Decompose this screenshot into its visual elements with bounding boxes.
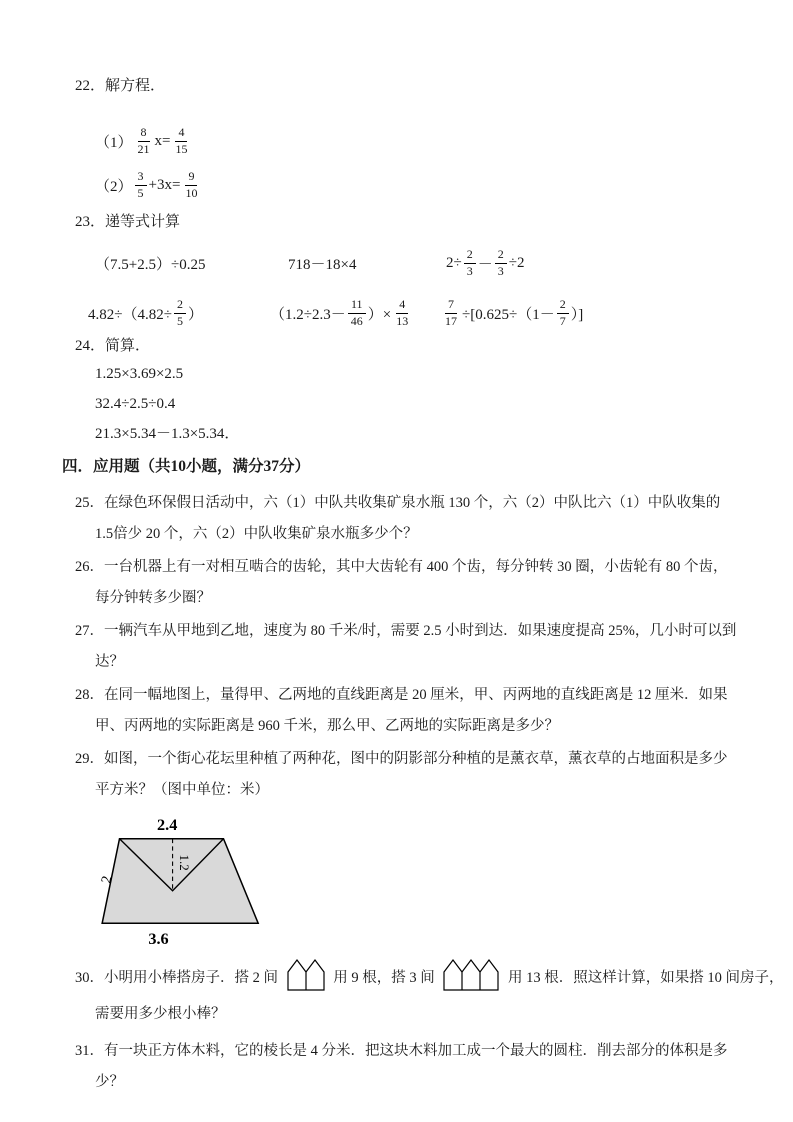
- figure-top-label: 2.4: [157, 816, 178, 835]
- equation-1: （1） $\frac{8}{21}$ x= $\frac{4}{15}$: [95, 122, 737, 160]
- question-24-title: 24．简算．: [75, 338, 151, 354]
- question-23: [62, 212, 737, 336]
- flowerbed-figure-wrap: [87, 812, 737, 955]
- calc-expression-6: $\frac{7}{17}$ ÷[0.625÷（1－ $\frac{2}{7}$ ）]: [440, 298, 583, 329]
- fraction: $\frac{9}{10}$: [185, 168, 198, 200]
- calc-row-1: [95, 240, 737, 286]
- calc-expression-5: （1.2÷2.3－ $\frac{11}{46}$ ）× $\frac{4}{13}$: [270, 298, 440, 329]
- fraction: $\frac{2}{5}$: [174, 298, 186, 329]
- question-22-title: 22．解方程．: [75, 78, 166, 94]
- three-houses-icon: [442, 958, 500, 992]
- section-heading: 四．应用题（共10小题，满分37分）: [62, 458, 311, 475]
- question-23-title: 23．递等式计算: [75, 214, 181, 230]
- simple-calc-line-3: 21.3×5.34－1.3×5.34．: [95, 426, 240, 442]
- question-31: 31．有一块正方体木料，它的棱长是 4 分米．把这块木料加工成一个最大的圆柱．削去部分的体积是多少？: [75, 1043, 728, 1090]
- question-30-part-3: 用 13 根．照这样计算，如果搭 10 间房子，: [508, 970, 784, 986]
- two-houses-icon: [286, 958, 326, 992]
- simple-calc-line-1: 1.25×3.69×2.5: [95, 366, 184, 382]
- question-30-line-1: [75, 957, 784, 999]
- question-24: [62, 336, 737, 444]
- fraction: $\frac{2}{7}$: [557, 298, 569, 329]
- calc-row-2: [88, 290, 737, 336]
- fraction: $\frac{2}{3}$: [495, 248, 507, 279]
- question-22: [62, 76, 737, 204]
- question-30: [62, 957, 784, 1030]
- question-30-part-2: 用 9 根，搭 3 间: [333, 970, 435, 986]
- figure-height-label: 1.2: [177, 854, 193, 871]
- fraction: $\frac{4}{13}$: [396, 296, 409, 328]
- figure-side-label: 2: [98, 874, 116, 885]
- calc-expression-4: 4.82÷（4.82÷ $\frac{2}{5}$ ）: [88, 296, 203, 328]
- flowerbed-figure: [87, 812, 282, 950]
- question-26: 26．一台机器上有一对相互啮合的齿轮，其中大齿轮有 400 个齿，每分钟转 30 圈，小齿轮有 80 个齿，每分钟转多少圈？: [75, 559, 728, 606]
- fraction: $\frac{3}{5}$: [135, 170, 147, 201]
- question-27: 27．一辆汽车从甲地到乙地，速度为 80 千米/时，需要 2.5 小时到达．如果速度提高 25%，几小时可以到达？: [75, 623, 737, 670]
- calc-expression-3: 2÷ $\frac{2}{3}$ － $\frac{2}{3}$ ÷2: [446, 246, 525, 278]
- fraction: $\frac{8}{21}$: [137, 124, 150, 156]
- calc-expression-2: 718－18×4: [288, 256, 357, 273]
- trapezoid-shape: [102, 839, 258, 924]
- question-30-part-1: 30．小明用小棒搭房子．搭 2 间: [75, 970, 278, 986]
- question-29: [62, 744, 737, 955]
- question-29-text: 29．如图，一个街心花坛里种植了两种花，图中的阴影部分种植的是薰衣草，薰衣草的占地面积是多少平方米？（图中单位：米）: [75, 751, 728, 798]
- question-28: 28．在同一幅地图上，量得甲、乙两地的直线距离是 20 厘米，甲、丙两地的直线距离是 12 厘米．如果甲、丙两地的实际距离是 960 千米，那么甲、乙两地的实际距离是多少？: [75, 687, 728, 734]
- figure-bottom-label: 3.6: [148, 929, 169, 948]
- fraction: $\frac{11}{46}$: [348, 298, 366, 329]
- question-30-line-2: 需要用多少根小棒？: [95, 1006, 226, 1022]
- equation-2: （2） $\frac{3}{5}$ +3x= $\frac{9}{10}$: [95, 166, 737, 204]
- calc-expression-1: （7.5+2.5）÷0.25: [95, 256, 206, 273]
- fraction: $\frac{4}{15}$: [175, 124, 188, 156]
- question-25: 25．在绿色环保假日活动中，六（1）中队共收集矿泉水瓶 130 个，六（2）中队比六（1）中队收集的1.5倍少 20 个，六（2）中队收集矿泉水瓶多少个？: [75, 495, 721, 542]
- fraction: $\frac{7}{17}$: [445, 296, 457, 328]
- simple-calc-line-2: 32.4÷2.5÷0.4: [95, 396, 176, 412]
- fraction: $\frac{2}{3}$: [464, 248, 476, 279]
